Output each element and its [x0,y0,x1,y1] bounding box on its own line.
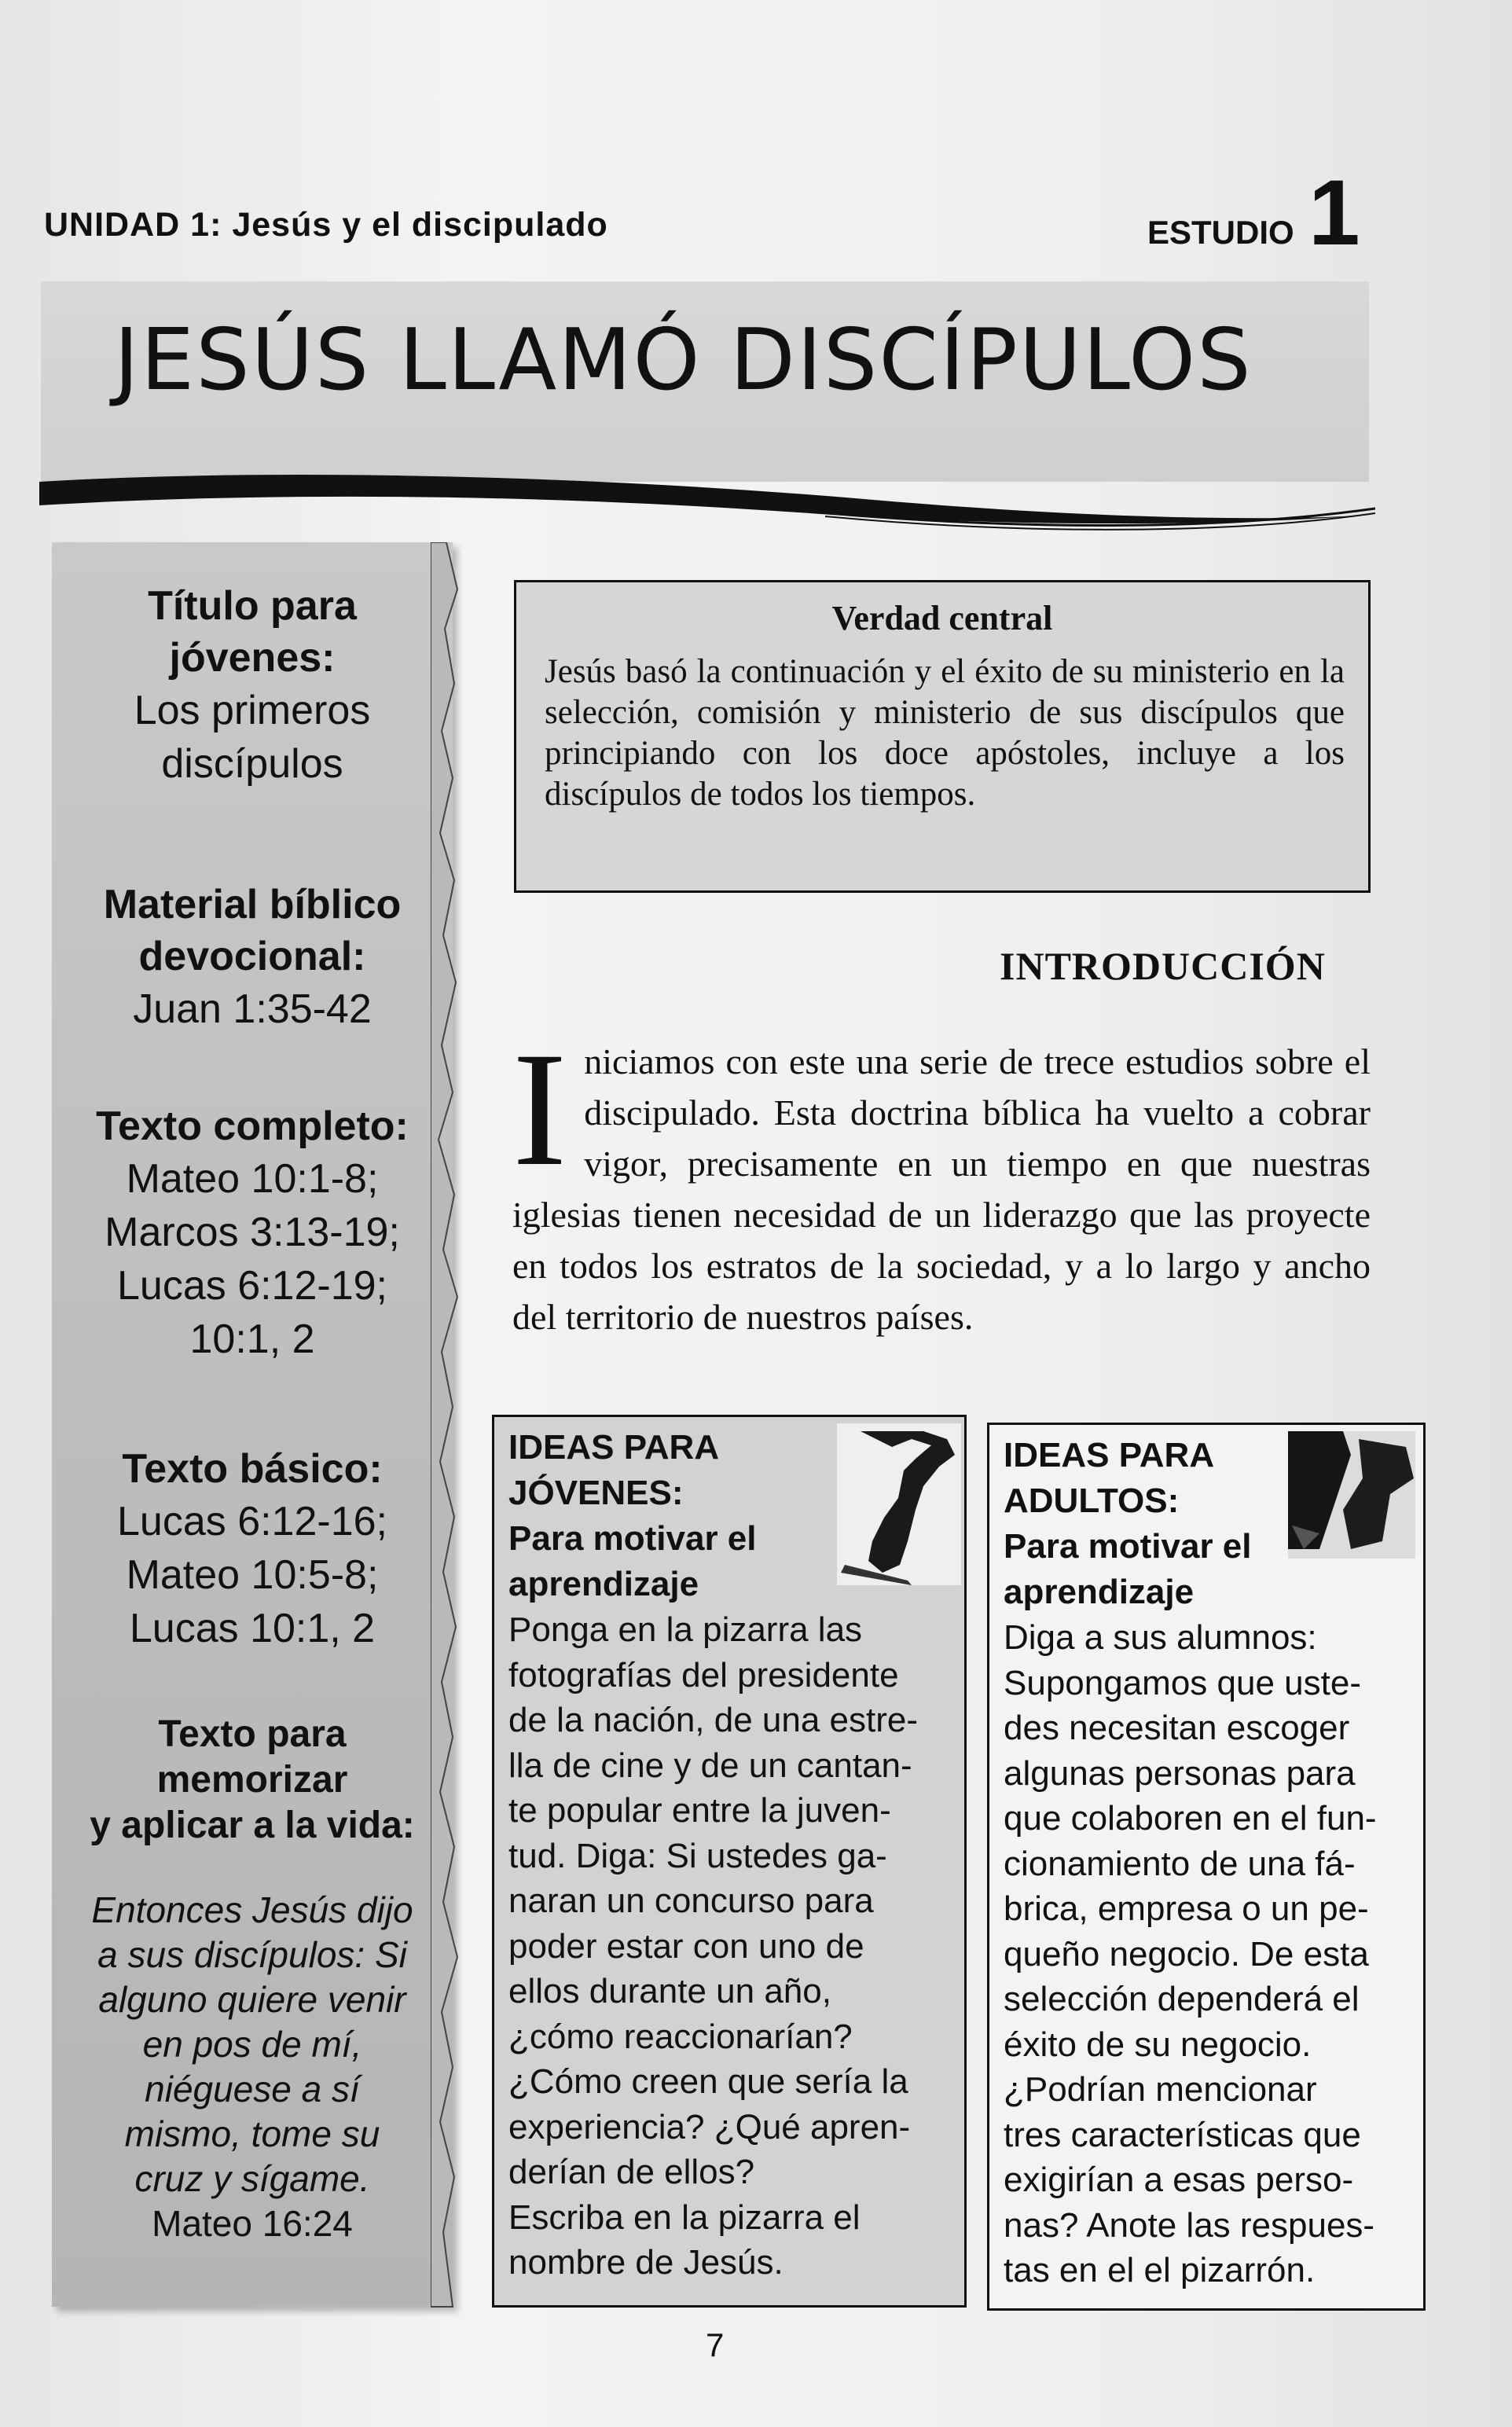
ideas-jovenes-line: ¿cómo reaccionarían? [508,2017,853,2056]
memory-verse-line: niéguese a sí [145,2069,360,2109]
ideas-jovenes-subheading: aprendizaje [508,1565,699,1603]
ideas-jovenes-line: de la nación, de una estre- [508,1701,919,1739]
texto-basico-ref: Lucas 6:12-16; [116,1499,388,1544]
memory-verse-line: cruz y sígame. [134,2158,370,2199]
sidebar-material [52,879,453,1036]
texto-basico-ref: Mateo 10:5-8; [126,1552,379,1598]
ideas-adultos-line: nas? Anote las respues- [1004,2205,1375,2245]
sidebar-memorizar [52,1712,453,1849]
material-label: Material bíblico [103,882,402,927]
memory-verse-line: mismo, tome su [124,2113,380,2154]
sidebar-texto-completo [52,1100,453,1366]
estudio-number: 1 [1308,161,1360,265]
sidebar-titulo [52,580,453,791]
ideas-adultos-line: Supongamos que uste- [1004,1663,1361,1702]
ideas-jovenes-line: Escriba en la pizarra el [508,2198,861,2237]
introduccion-heading: INTRODUCCIÓN [1000,944,1326,988]
ideas-jovenes-box [492,1415,967,2308]
ideas-jovenes-heading: IDEAS PARA [508,1428,720,1467]
texto-basico-ref: Lucas 10:1, 2 [129,1606,376,1651]
ideas-jovenes-line: Ponga en la pizarra las [508,1610,863,1649]
ideas-adultos-line: que colaboren en el fun- [1004,1799,1377,1838]
ideas-adultos-subheading: Para motivar el [1004,1527,1252,1566]
ideas-jovenes-line: ellos durante un año, [508,1972,831,2010]
unit-header: UNIDAD 1: Jesús y el discipulado [44,206,608,244]
memory-verse-line: Entonces Jesús dijo [91,1889,413,1930]
titulo-label: Título para [148,583,357,629]
swoosh-divider [39,468,1375,538]
material-label-2: devocional: [138,934,366,979]
titulo-value-2: discípulos [161,741,343,787]
memorizar-label: memorizar [156,1759,348,1801]
memory-verse-line: en pos de mí, [142,2024,362,2065]
page-title: JESÚS LLAMÓ DISCÍPULOS [114,311,1253,409]
ideas-adultos-line: Diga a sus alumnos: [1004,1618,1317,1657]
verdad-central-box [514,580,1371,893]
ideas-adultos-line: queño negocio. De esta [1004,1934,1369,1974]
ideas-jovenes-line: derían de ellos? [508,2153,755,2191]
sidebar-texto-basico [52,1443,453,1655]
ideas-jovenes-line: te popular entre la juven- [508,1791,891,1830]
memory-verse-ref: Mateo 16:24 [152,2203,353,2244]
ideas-adultos-heading: IDEAS PARA [1004,1436,1215,1474]
introduccion-body [512,1019,1371,1342]
texto-completo-ref: Marcos 3:13-19; [105,1210,400,1255]
page-number: 7 [706,2326,725,2363]
ideas-jovenes-subheading: Para motivar el [508,1519,757,1558]
ideas-adultos-line: des necesitan escoger [1004,1709,1350,1747]
introduccion-text: niciamos con este una serie de trece estudios sobre el discipulado. Esta doctrina bíblica ha vuelto a cobrar vigor, precisamente en un tiempo en que nuestras iglesias tienen necesidad de un liderazgo que las proyecte en todos los estratos de la sociedad, y a lo largo y ancho del territorio de nuestros países. [512,1041,1371,1337]
ideas-jovenes-content [508,1425,918,2286]
titulo-value: Los primeros [134,688,371,733]
ideas-adultos-line: selección dependerá el [1004,1980,1360,2018]
drop-cap: I [512,1019,567,1199]
texto-completo-ref: 10:1, 2 [189,1316,315,1362]
memorizar-label: Texto para [158,1713,347,1755]
ideas-jovenes-line: naran un concurso para [508,1882,874,1920]
ideas-adultos-subheading: aprendizaje [1004,1573,1195,1611]
texto-basico-label: Texto básico: [122,1446,383,1492]
verdad-central-title: Verdad central [831,599,1053,637]
ideas-adultos-content [1004,1433,1377,2293]
ideas-adultos-line: éxito de su negocio. [1004,2025,1312,2064]
ideas-adultos-line: tres características que [1004,2115,1361,2154]
texto-completo-ref: Mateo 10:1-8; [126,1156,379,1202]
texto-completo-label: Texto completo: [96,1103,409,1149]
verdad-central-body: Jesús basó la continuación y el éxito de su ministerio en la selección, comisión y ministerio de sus discípulos que principiando con los doce apóstoles, incluye a los discípulos de todos los tiempos. [545,653,1345,813]
ideas-adultos-line: cionamiento de una fá- [1004,1844,1356,1883]
material-value: Juan 1:35-42 [133,986,372,1032]
ideas-adultos-line: exigirían a esas perso- [1004,2161,1354,2199]
memory-verse-line: a sus discípulos: Si [97,1934,407,1975]
ideas-adultos-line: ¿Podrían mencionar [1004,2070,1317,2109]
ideas-jovenes-line: tud. Diga: Si ustedes ga- [508,1836,887,1875]
memory-verse-line: alguno quiere venir [98,1979,406,2020]
ideas-adultos-line: tas en el el pizarrón. [1004,2251,1316,2289]
ideas-jovenes-line: ¿Cómo creen que sería la [508,2062,908,2101]
ideas-adultos-heading: ADULTOS: [1004,1482,1180,1520]
ideas-jovenes-line: experiencia? ¿Qué apren- [508,2107,911,2146]
texto-completo-ref: Lucas 6:12-19; [116,1263,388,1309]
ideas-jovenes-line: fotografías del presidente [508,1655,899,1694]
ideas-jovenes-line: lla de cine y de un cantan- [508,1746,912,1785]
memory-verse [52,1888,453,2246]
memorizar-label: y aplicar a la vida: [90,1805,415,1846]
ideas-adultos-box [987,1423,1426,2311]
ideas-jovenes-heading: JÓVENES: [508,1474,684,1512]
ideas-jovenes-line: nombre de Jesús. [508,2243,784,2282]
estudio-label: ESTUDIO [1147,214,1294,251]
ideas-adultos-line: brica, empresa o un pe- [1004,1889,1369,1928]
titulo-label-2: jóvenes: [169,635,336,681]
ideas-jovenes-line: poder estar con uno de [508,1926,864,1966]
ideas-adultos-line: algunas personas para [1004,1753,1356,1793]
